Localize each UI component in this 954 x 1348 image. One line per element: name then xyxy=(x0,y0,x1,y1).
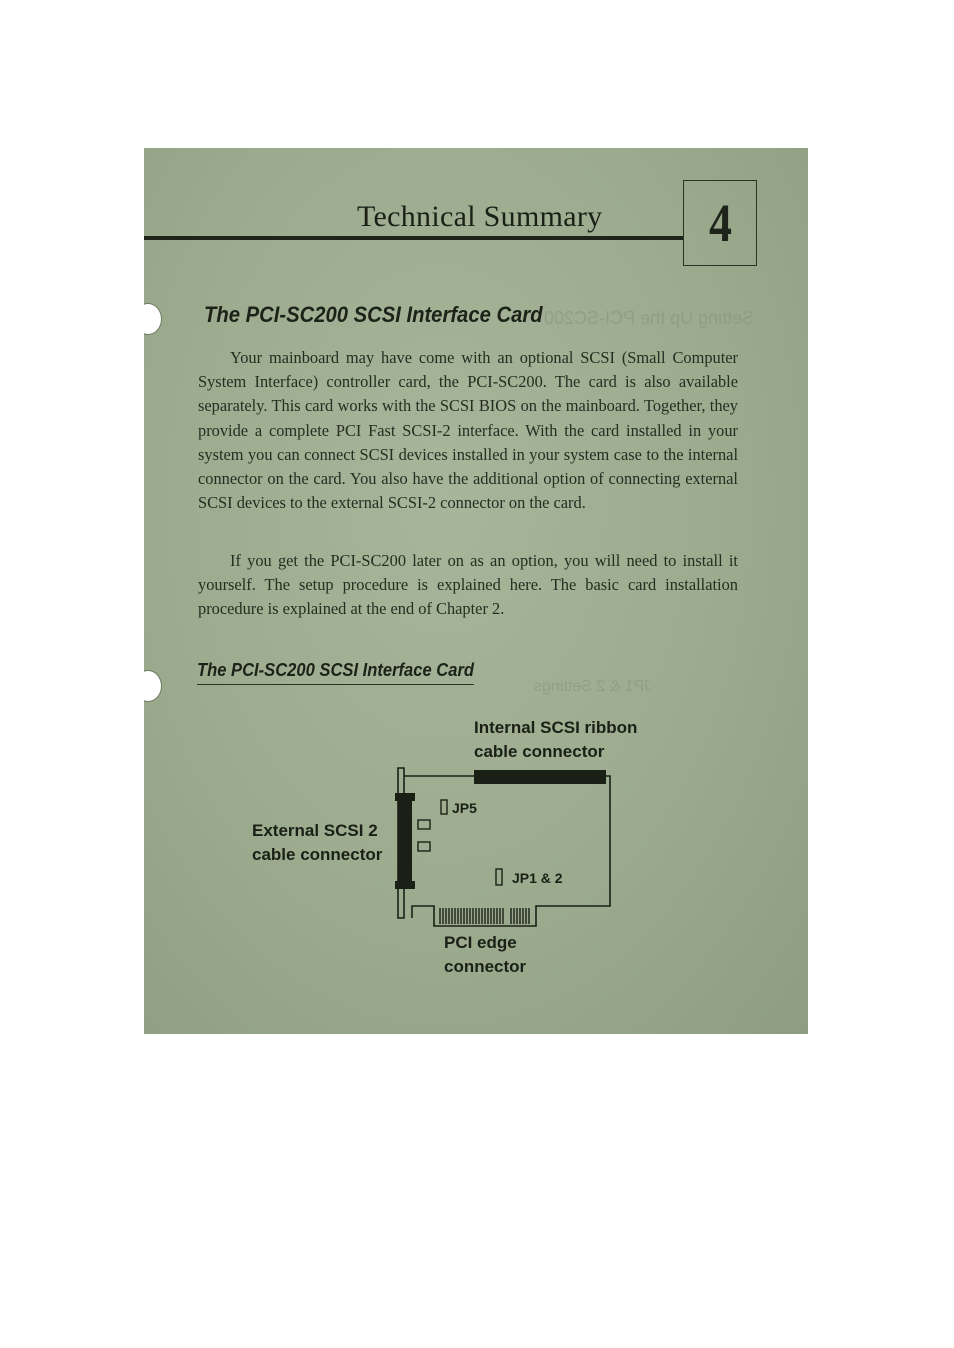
label-external-line1: External SCSI 2 xyxy=(252,821,378,840)
paragraph-intro: Your mainboard may have come with an optional SCSI (Small Computer System Interface) controller card, the PCI-SC200. The card is also available separately. This card works with the SCSI BIOS on the mainboard. Together, they provide a complete PCI Fast SCSI-2 interface. With the card installed in your system you can connect SCSI devices installed in your system case to the internal connector on the card. You also have the additional option of connecting external SCSI devices to the external SCSI-2 connector on the card. xyxy=(198,348,738,513)
label-internal-line1: Internal SCSI ribbon xyxy=(474,718,638,737)
label-pci-edge-line1: PCI edge xyxy=(444,933,517,952)
binder-hole-top xyxy=(144,303,162,335)
label-external-line2: cable connector xyxy=(252,845,383,864)
page-photo xyxy=(144,148,808,1034)
label-internal-line2: cable connector xyxy=(474,742,605,761)
bleed-through-jp: JP1 & 2 Settings xyxy=(534,678,653,695)
label-jp1-2: JP1 & 2 xyxy=(512,870,563,886)
binder-hole-middle xyxy=(144,670,162,702)
small-component-2 xyxy=(418,842,430,851)
jp1-2-jumper xyxy=(496,869,502,885)
pci-edge-connector xyxy=(440,908,529,924)
bleed-through-header: Setting Up the PCI-SC200 xyxy=(544,308,755,328)
scsi-card-diagram xyxy=(244,708,664,978)
card-board-outline xyxy=(404,776,610,926)
section-title: The PCI-SC200 SCSI Interface Card xyxy=(204,302,543,327)
header-rule xyxy=(144,236,684,240)
external-scsi-connector xyxy=(398,800,412,882)
small-component-1 xyxy=(418,820,430,829)
label-jp5: JP5 xyxy=(452,800,477,816)
internal-scsi-connector xyxy=(474,770,606,784)
figure-caption: The PCI-SC200 SCSI Interface Card xyxy=(197,660,474,685)
label-pci-edge-line2: connector xyxy=(444,957,527,976)
paragraph-install: If you get the PCI-SC200 later on as an option, you will need to install it yourself. The setup procedure is explained here. The basic card installation procedure is explained at the end of Chapter 2. xyxy=(198,551,738,619)
chapter-title: Technical Summary xyxy=(357,200,603,233)
chapter-number-box xyxy=(683,180,757,266)
jp5-jumper xyxy=(441,800,447,814)
chapter-number: 4 xyxy=(708,193,732,253)
